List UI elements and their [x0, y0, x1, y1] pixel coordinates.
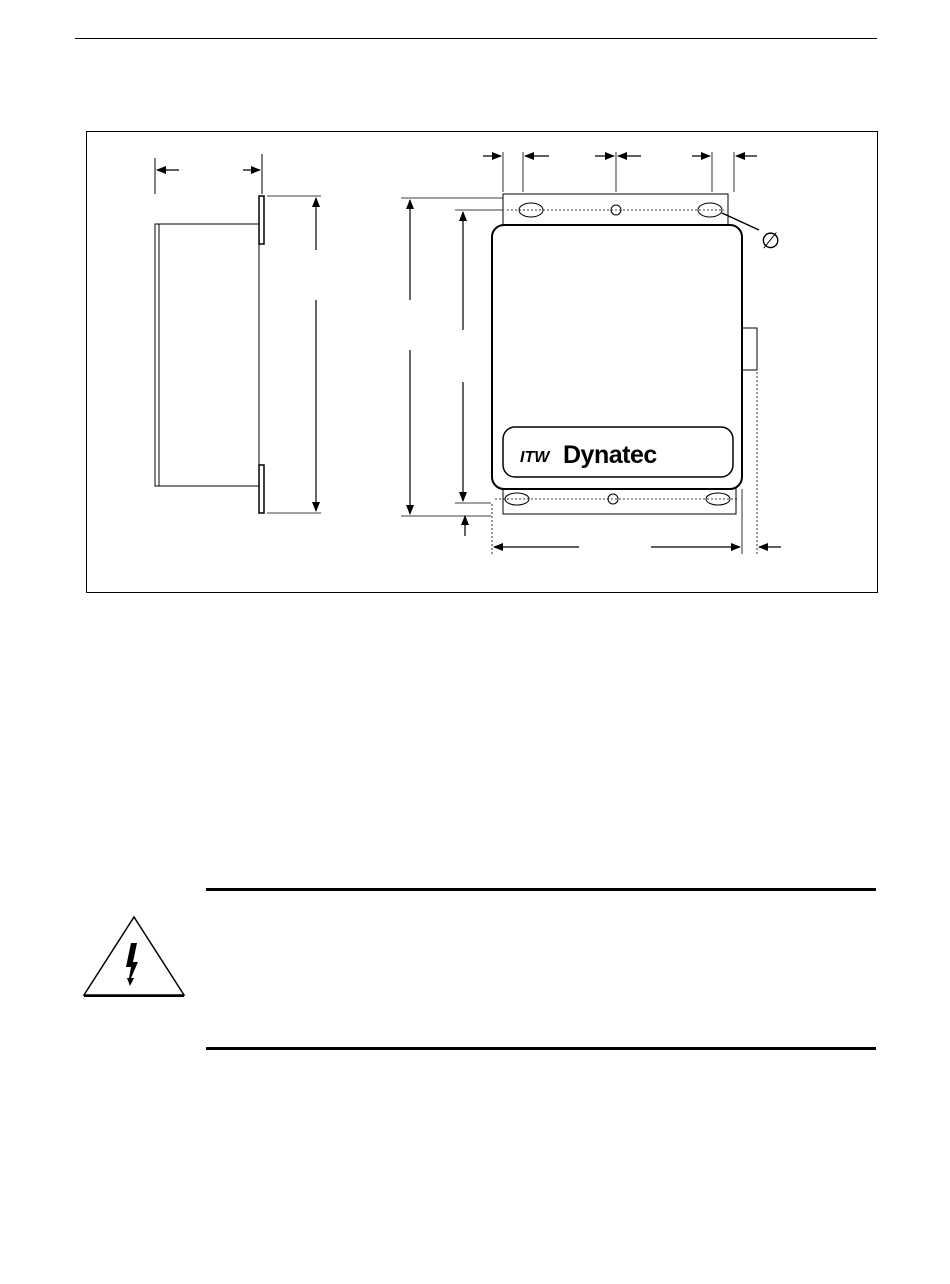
side-view — [155, 154, 321, 513]
header-rule — [75, 38, 877, 39]
logo-brand: Dynatec — [563, 441, 657, 469]
hole-diameter-symbol: ∅ — [761, 229, 781, 254]
warning-bottom-rule — [206, 1047, 876, 1050]
warning-top-rule — [206, 888, 876, 891]
electrical-hazard-icon — [80, 915, 188, 999]
dimension-drawing — [87, 132, 879, 594]
logo-prefix: ITW — [520, 449, 550, 466]
dimension-drawing-frame — [86, 131, 878, 593]
